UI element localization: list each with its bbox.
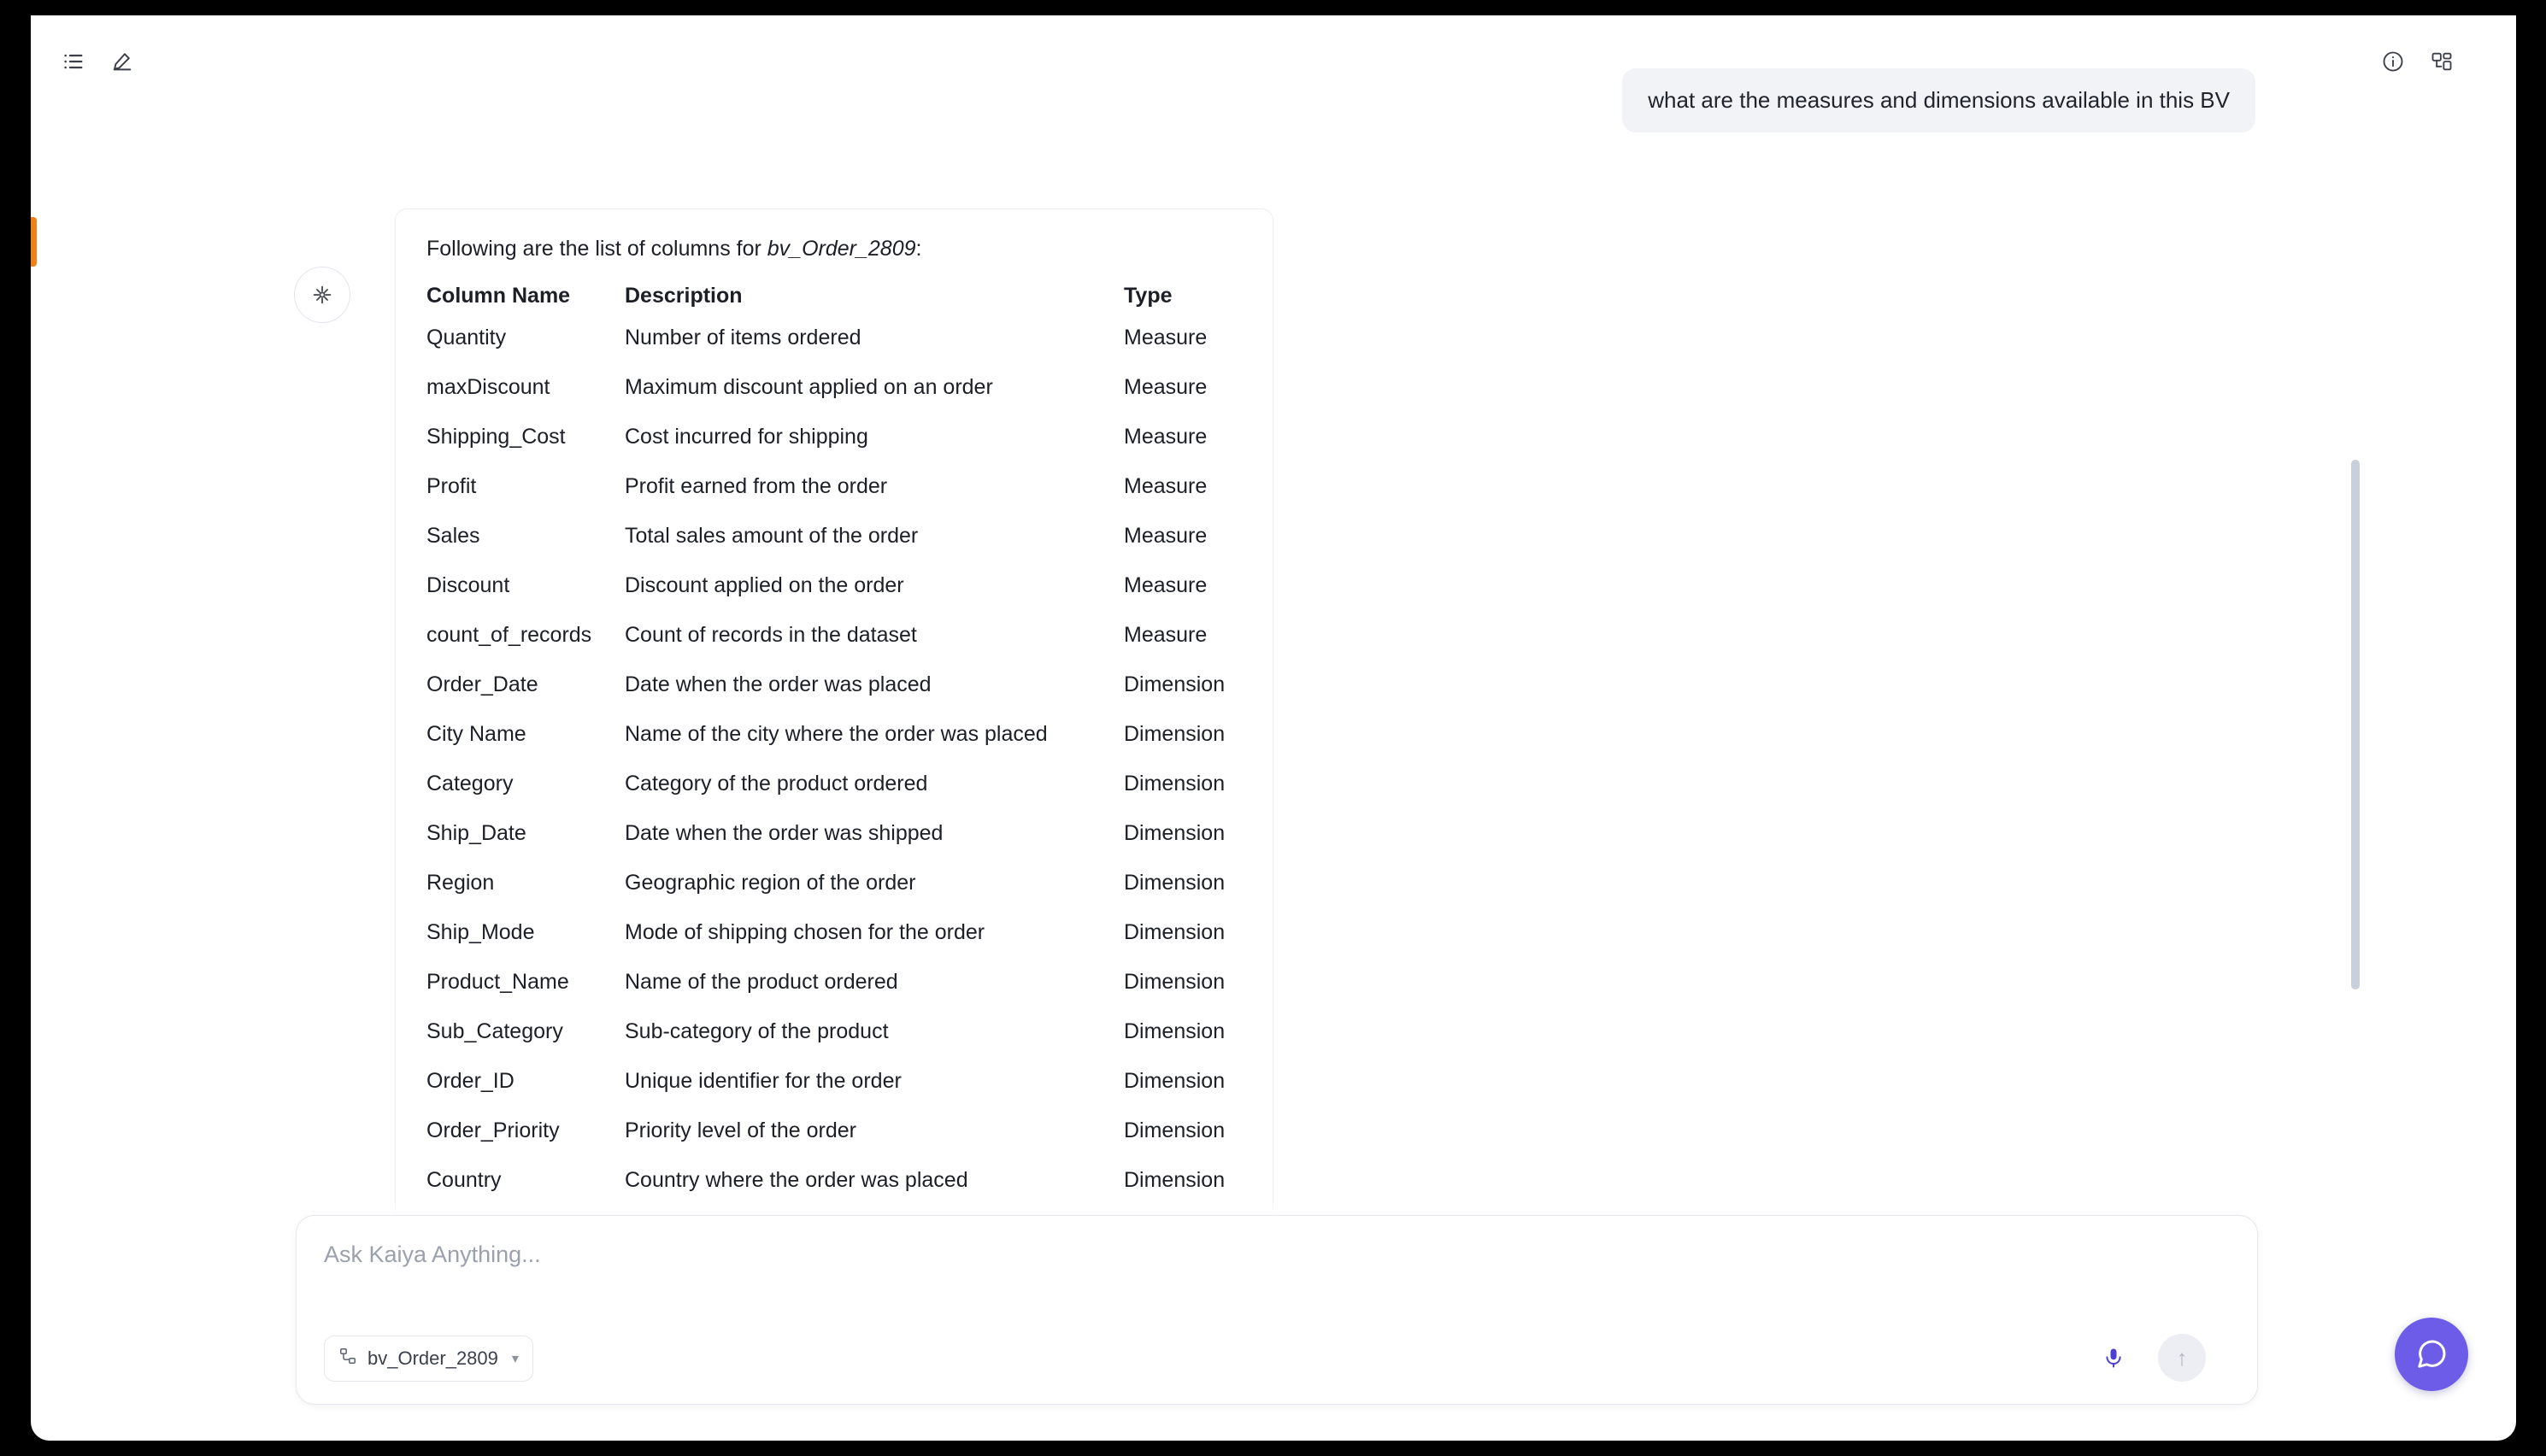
cell-column-name: Discount xyxy=(426,573,510,597)
compose-icon[interactable] xyxy=(103,43,141,80)
table-row xyxy=(426,672,1242,722)
cell-type: Dimension xyxy=(1124,920,1226,944)
cell-description: Sub-category of the product xyxy=(625,1019,889,1043)
cell-description: Profit earned from the order xyxy=(625,474,888,498)
table-row xyxy=(426,1118,1242,1168)
chevron-down-icon: ▾ xyxy=(511,1352,519,1366)
cell-column-name: Country xyxy=(426,1168,502,1192)
cell-description: Count of records in the dataset xyxy=(625,623,917,647)
assistant-sparkle-icon xyxy=(294,267,350,323)
column-header-type: Type xyxy=(1124,284,1173,308)
table-row xyxy=(426,1019,1242,1069)
list-icon[interactable] xyxy=(55,43,92,80)
cell-description: Country where the order was placed xyxy=(625,1168,968,1192)
response-intro xyxy=(426,237,1242,261)
table-row xyxy=(426,326,1242,375)
cell-description: Date when the order was shipped xyxy=(625,821,944,845)
cell-type: Dimension xyxy=(1124,821,1226,845)
table-row xyxy=(426,871,1242,920)
table-row xyxy=(426,573,1242,623)
cell-type: Measure xyxy=(1124,375,1208,399)
cell-column-name: Order_ID xyxy=(426,1069,514,1093)
composer xyxy=(296,1215,2258,1405)
table-header-row xyxy=(426,284,1242,326)
cell-column-name: maxDiscount xyxy=(426,375,550,399)
intro-suffix: : xyxy=(915,237,922,261)
cell-description: Category of the product ordered xyxy=(625,772,928,796)
microphone-icon[interactable] xyxy=(2095,1339,2132,1377)
cell-description: Name of the city where the order was placed xyxy=(625,722,1048,746)
cell-type: Dimension xyxy=(1124,772,1226,796)
cell-type: Dimension xyxy=(1124,1019,1226,1043)
cell-type: Measure xyxy=(1124,425,1208,449)
layout-panel-icon[interactable] xyxy=(2423,43,2461,80)
cell-description: Mode of shipping chosen for the order xyxy=(625,920,985,944)
table-row xyxy=(426,623,1242,672)
cell-description: Discount applied on the order xyxy=(625,573,904,597)
datasource-icon xyxy=(338,1347,357,1371)
cell-type: Measure xyxy=(1124,326,1208,349)
table-row xyxy=(426,920,1242,970)
cell-description: Number of items ordered xyxy=(625,326,861,349)
datasource-chip[interactable] xyxy=(324,1336,533,1382)
cell-type: Dimension xyxy=(1124,1118,1226,1142)
cell-column-name: Profit xyxy=(426,474,477,498)
cell-type: Dimension xyxy=(1124,1069,1226,1093)
cell-column-name: Shipping_Cost xyxy=(426,425,566,449)
assistant-response-card xyxy=(395,208,1273,1367)
table-row xyxy=(426,524,1242,573)
user-message-bubble: what are the measures and dimensions available in this BV xyxy=(1622,68,2255,132)
table-row xyxy=(426,425,1242,474)
cell-description: Priority level of the order xyxy=(625,1118,856,1142)
cell-column-name: Ship_Mode xyxy=(426,920,535,944)
cell-column-name: count_of_records xyxy=(426,623,592,647)
cell-type: Measure xyxy=(1124,474,1208,498)
cell-type: Dimension xyxy=(1124,871,1226,895)
cell-column-name: Order_Priority xyxy=(426,1118,560,1142)
cell-description: Maximum discount applied on an order xyxy=(625,375,993,399)
cell-description: Cost incurred for shipping xyxy=(625,425,868,449)
cell-type: Dimension xyxy=(1124,722,1226,746)
chat-input[interactable] xyxy=(324,1242,2033,1268)
intro-subject: bv_Order_2809 xyxy=(767,237,916,261)
cell-description: Date when the order was placed xyxy=(625,672,932,696)
cell-column-name: Quantity xyxy=(426,326,507,349)
column-header-name: Column Name xyxy=(426,284,571,308)
table-row xyxy=(426,722,1242,772)
cell-column-name: Product_Name xyxy=(426,970,569,994)
cell-type: Measure xyxy=(1124,524,1208,548)
table-row xyxy=(426,821,1242,871)
cell-type: Measure xyxy=(1124,573,1208,597)
cell-description: Geographic region of the order xyxy=(625,871,916,895)
send-button[interactable]: ↑ xyxy=(2158,1334,2206,1382)
table-body xyxy=(426,326,1242,1366)
table-row xyxy=(426,970,1242,1019)
datasource-chip-label: bv_Order_2809 xyxy=(367,1347,498,1369)
cell-description: Unique identifier for the order xyxy=(625,1069,902,1093)
cell-column-name: Order_Date xyxy=(426,672,538,696)
cell-type: Dimension xyxy=(1124,970,1226,994)
cell-column-name: Sales xyxy=(426,524,480,548)
intro-prefix: Following are the list of columns for xyxy=(426,237,767,261)
table-row xyxy=(426,1069,1242,1118)
cell-description: Total sales amount of the order xyxy=(625,524,919,548)
cell-type: Dimension xyxy=(1124,1168,1226,1192)
cell-column-name: Region xyxy=(426,871,495,895)
cell-description: Name of the product ordered xyxy=(625,970,898,994)
cell-type: Measure xyxy=(1124,623,1208,647)
chat-scrollbar-track[interactable] xyxy=(2351,340,2360,1015)
table-row xyxy=(426,1168,1242,1218)
chat-scrollbar-thumb[interactable] xyxy=(2351,460,2360,989)
cell-column-name: Category xyxy=(426,772,514,796)
cell-type: Dimension xyxy=(1124,672,1226,696)
column-header-description: Description xyxy=(625,284,743,308)
chat-launcher-button[interactable] xyxy=(2395,1318,2468,1391)
chat-scroll-area[interactable] xyxy=(31,87,2516,1218)
cell-column-name: Ship_Date xyxy=(426,821,526,845)
table-row xyxy=(426,474,1242,524)
table-row xyxy=(426,375,1242,425)
cell-column-name: Sub_Category xyxy=(426,1019,563,1043)
table-row xyxy=(426,772,1242,821)
cell-column-name: City Name xyxy=(426,722,526,746)
app-window xyxy=(31,15,2516,1441)
info-icon[interactable] xyxy=(2374,43,2412,80)
columns-table xyxy=(426,284,1242,1366)
